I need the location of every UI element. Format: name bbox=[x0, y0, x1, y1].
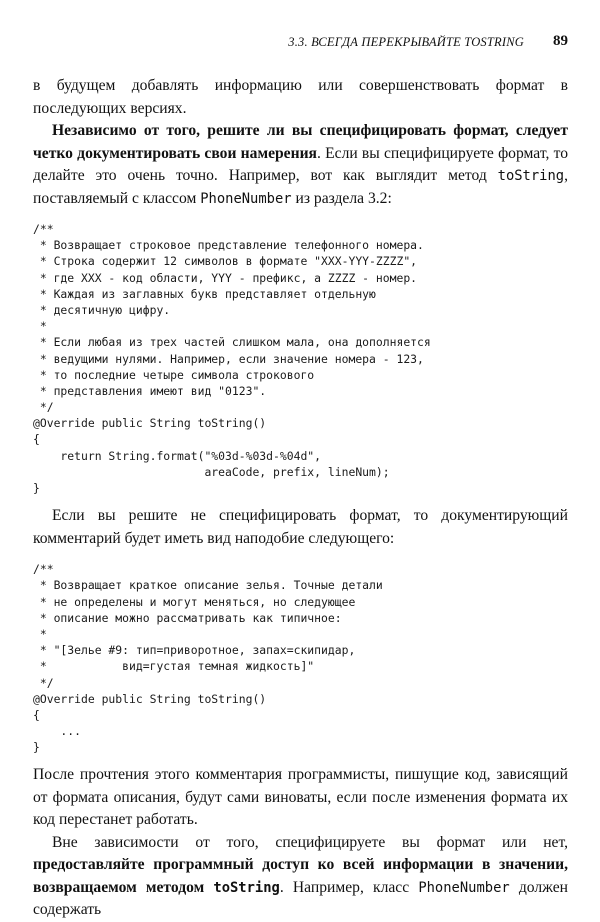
code-line: * Возвращает строковое представление телефонного номера. bbox=[33, 238, 424, 253]
paragraph-continuation: в будущем добавлять информацию или совершенствовать формат в последующих версиях. bbox=[33, 77, 568, 117]
code-line: } bbox=[33, 481, 40, 495]
code-line: * bbox=[33, 626, 47, 641]
page-number: 89 bbox=[553, 33, 568, 49]
code-line: */ bbox=[33, 675, 54, 690]
code-line: * "[Зелье #9: тип=приворотное, запах=скипидар, bbox=[33, 643, 356, 658]
paragraph-consequence: После прочтения этого комментария программисты, пишущие код, зависящий от формата описания, будут сами виноваты, если после изменения формата их код перестанет работать. bbox=[33, 766, 568, 829]
code-line: * Если любая из трех частей слишком мала, она дополняется bbox=[33, 335, 431, 350]
emphasis-text: предоставляйте программный доступ ко всей информации в значении, возвращаемом методом bbox=[33, 856, 568, 896]
code-line: * десятичную цифру. bbox=[33, 302, 171, 317]
code-line: */ bbox=[33, 400, 54, 415]
code-line: * то последние четыре символа строкового bbox=[33, 367, 315, 382]
paragraph-programmatic-access bbox=[33, 832, 568, 922]
page-header bbox=[288, 33, 568, 53]
code-line: * описание можно рассматривать как типичное: bbox=[33, 610, 342, 625]
code-line: * ведущими нулями. Например, если значение номера - 123, bbox=[33, 351, 424, 366]
code-line: * Строка содержит 12 символов в формате "XXX-YYY-ZZZZ", bbox=[33, 254, 418, 269]
code-line: * Возвращает краткое описание зелья. Точные детали bbox=[33, 578, 383, 593]
body-text: из раздела 3.2: bbox=[291, 189, 392, 207]
code-line: @Override public String toString() bbox=[33, 416, 267, 431]
inline-code: PhoneNumber bbox=[418, 879, 510, 896]
body-text: . Например, класс bbox=[279, 878, 419, 896]
code-line: * представления имеют вид "0123". bbox=[33, 383, 267, 398]
code-line: * не определены и могут меняться, но следующее bbox=[33, 594, 356, 609]
body-text: должен содержать bbox=[33, 878, 568, 919]
page-content bbox=[33, 75, 568, 922]
code-listing-phone-number bbox=[33, 221, 568, 496]
paragraph-unspecified-format: Если вы решите не специфицировать формат, то документирующий комментарий будет иметь вид наподобие следующего: bbox=[33, 507, 568, 547]
body-text: . Если вы специфицируете формат, то делайте это очень точно. Например, вот как выглядит метод bbox=[33, 144, 568, 184]
code-line: @Override public String toString() bbox=[33, 691, 267, 706]
code-line: * Каждая из заглавных букв представляет отдельную bbox=[33, 286, 376, 301]
inline-code: toString bbox=[213, 879, 280, 896]
inline-code: PhoneNumber bbox=[200, 190, 292, 207]
paragraph-specify-format bbox=[33, 120, 568, 210]
code-line: { bbox=[33, 432, 40, 447]
body-text: Вне зависимости от того, специфицируете вы формат или нет, bbox=[52, 833, 568, 851]
code-line: ... bbox=[33, 724, 82, 739]
code-line: /** bbox=[33, 222, 54, 236]
inline-code: toString bbox=[497, 168, 565, 184]
code-line: { bbox=[33, 707, 40, 722]
code-line: * bbox=[33, 319, 47, 334]
code-line: * где XXX - код области, YYY - префикс, а ZZZZ - номер. bbox=[33, 270, 418, 285]
code-line: areaCode, prefix, lineNum); bbox=[33, 464, 390, 479]
code-line: } bbox=[33, 740, 40, 755]
code-line: /** bbox=[33, 562, 54, 577]
code-listing-potion bbox=[33, 561, 568, 755]
emphasis-text: Независимо от того, решите ли вы специфицировать формат, следует четко документировать свои намерения bbox=[33, 122, 568, 162]
body-text: , поставляемый с классом bbox=[33, 167, 568, 207]
code-line: return String.format("%03d-%03d-%04d", bbox=[33, 448, 322, 463]
code-line: * вид=густая темная жидкость]" bbox=[33, 659, 315, 674]
running-title: 3.3. ВСЕГДА ПЕРЕКРЫВАЙТЕ TOSTRING bbox=[288, 35, 524, 49]
